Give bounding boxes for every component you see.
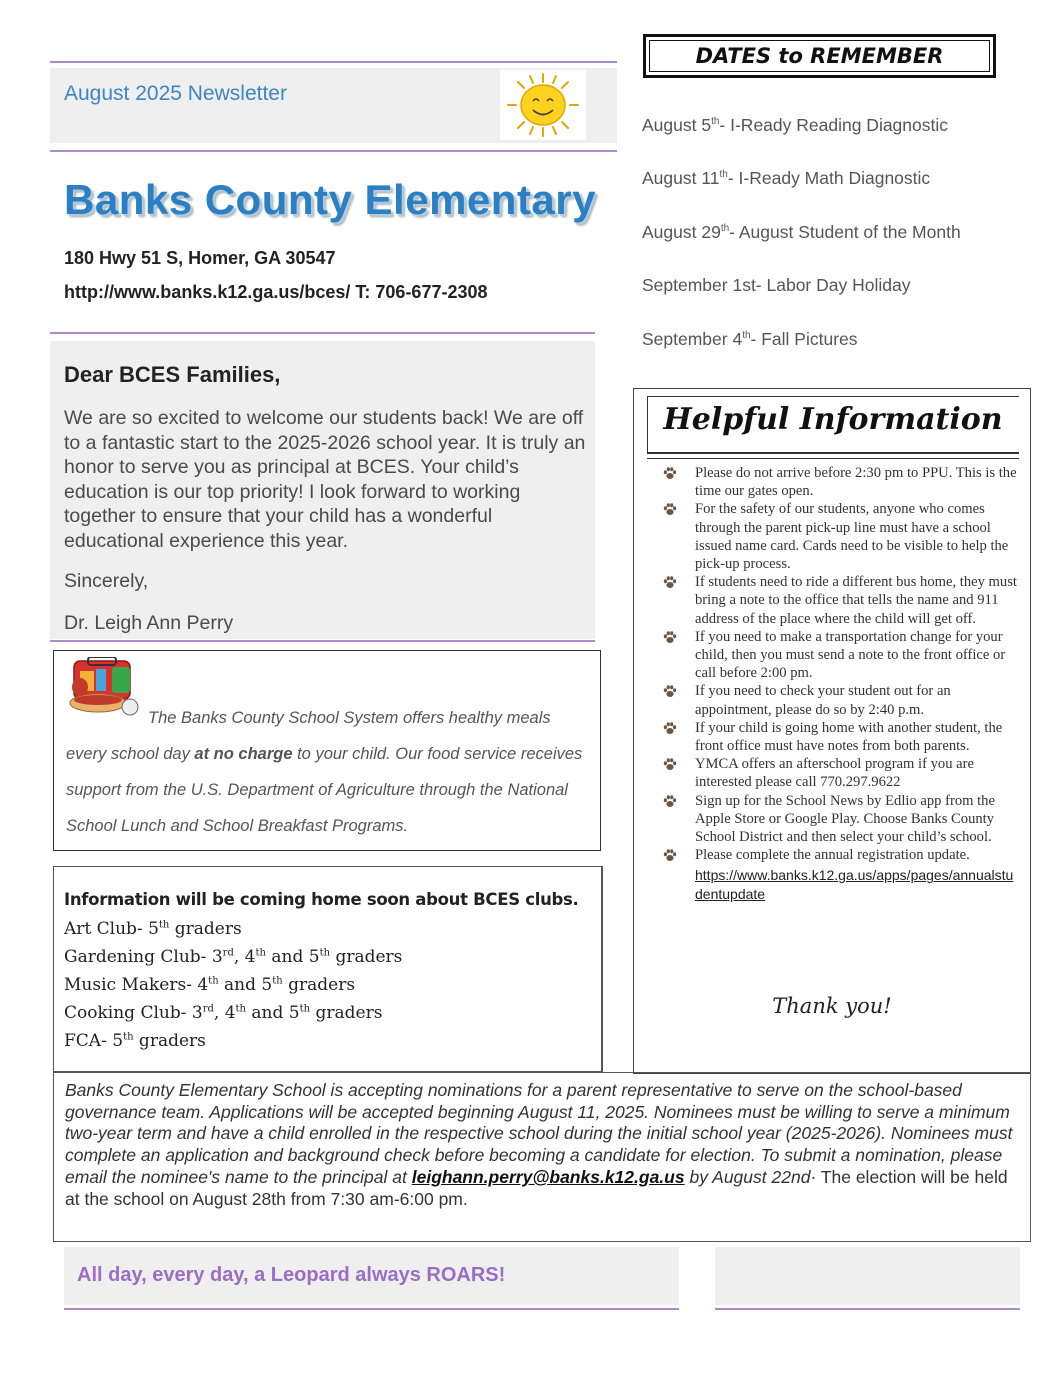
registration-update-link[interactable]: https://www.banks.k12.ga.us/apps/pages/annualstudentupdate [695,867,1014,903]
club-grades-suffix: graders [169,919,242,939]
grade-ordinal: th [235,1003,246,1015]
date-item-text: September 1st- Labor Day Holiday [642,275,911,295]
helpful-info-item-text: If you need to check your student out for an appointment, please do so by 2:40 p.m. [695,683,951,718]
helpful-info-item-text: Please do not arrive before 2:30 pm to PPU. This is the time our gates open. [695,465,1017,500]
grade-ordinal: th [272,975,283,987]
club-name: Music Makers- [64,975,198,995]
paw-print-icon [662,847,678,863]
date-item-event: - Fall Pictures [750,329,858,349]
club-grade-text: , [213,1003,225,1023]
date-item-text: September 4 [642,329,743,349]
grade-ordinal: th [208,975,219,987]
date-item [642,275,910,296]
date-item [642,222,961,243]
club-line [64,1003,382,1023]
club-grades-suffix: graders [133,1031,206,1051]
club-grade-text: 5 [112,1031,124,1051]
grade-ordinal: th [299,1003,311,1015]
club-grade-text: 4 [244,947,256,967]
helpful-info-item-text: If students need to ride a different bus home, they must bring a note to the office that tells the name and 911 address of the place where the child will get off. [695,574,1017,627]
helpful-info-item [660,628,1020,683]
date-item-text: August 11 [642,168,720,188]
club-grade-text: 3 [191,1003,203,1023]
principal-email-link[interactable]: leighann.perry@banks.k12.ga.us [411,1166,685,1187]
club-name: Gardening Club- [64,947,212,967]
school-name: Banks County Elementary [64,176,596,223]
helpful-info-item-text: YMCA offers an afterschool program if you are interested please call 770.297.9622 [695,756,974,791]
paw-print-icon [662,574,678,590]
meals-text [66,700,591,844]
paw-print-icon [662,756,678,772]
footer-slogan: All day, every day, a Leopard always ROARS! [77,1264,506,1286]
date-item [642,168,930,189]
date-item-text: August 29 [642,222,721,242]
club-grade-text: 4 [197,975,209,995]
letter-closing: Sincerely, [64,570,149,592]
paw-print-icon [662,465,678,481]
date-item-ordinal: th [719,169,728,181]
helpful-info-item [660,573,1020,628]
date-item-ordinal: th [742,330,751,342]
letter-greeting: Dear BCES Families, [64,362,281,387]
clubs-heading: Information will be coming home soon about BCES clubs. [64,890,579,909]
paw-print-icon [662,683,678,699]
grade-ordinal: rd [222,947,234,959]
letter-bottom-divider [50,640,595,642]
club-grade-text: and [265,947,309,967]
nomination-election-info: · The election will be held at the school on August 28th from 7:30 am-6:00 pm. [65,1166,1008,1209]
club-grades-suffix: graders [330,947,403,967]
club-name: Art Club- [64,919,149,939]
helpful-info-item [660,846,1020,904]
club-line [64,975,355,995]
thank-you-text: Thank you! [772,994,892,1018]
header-bottom-divider [50,150,617,152]
meals-text-rest: to your child. Our food service receives support from the U.S. Department of Agriculture through the National School Lunch and School Breakfast Programs. [66,745,583,835]
nomination-deadline: by August 22nd [684,1166,811,1187]
date-item-event: - I-Ready Reading Diagnostic [719,115,949,135]
helpful-info-item-text: For the safety of our students, anyone who comes through the parent pick-up line must have a school issued name card. Cards need to be visible to help the pick-up process. [695,501,1009,573]
club-name: Cooking Club- [64,1003,192,1023]
school-address: 180 Hwy 51 S, Homer, GA 30547 [64,248,336,268]
date-item-ordinal: th [720,223,730,235]
date-item-event: - August Student of the Month [729,222,961,242]
date-item-ordinal: th [711,116,720,128]
sun-icon [500,70,586,140]
club-grade-text: and [246,1003,289,1023]
date-item-event: - I-Ready Math Diagnostic [727,168,931,188]
footer-slogan-divider [64,1308,679,1310]
letter-signature: Dr. Leigh Ann Perry [64,612,234,634]
nomination-text [65,1080,1023,1210]
letter-top-divider [50,332,595,334]
grade-ordinal: th [255,947,266,959]
helpful-info-list [660,464,1020,904]
helpful-info-item-text: If your child is going home with another student, the front office must have notes from both parents. [695,719,1003,755]
meals-no-charge: at no charge [194,745,293,763]
grade-ordinal: rd [202,1003,214,1015]
letter-body: We are so excited to welcome our students back! We are off to a fantastic start to the 2025-2026 school year. It is truly an honor to serve you as principal at BCES. Your child’s education is our top priority! I look forward to working together to ensure that your child has a wonderful educational experience this year. [64,407,586,552]
club-grades-suffix: graders [310,1003,383,1023]
helpful-info-title-underline [647,458,1019,459]
club-line [64,919,242,939]
club-grade-text: and [218,975,262,995]
club-grade-text: 5 [288,1003,300,1023]
date-item-text: August 5 [642,115,712,135]
helpful-info-title: Helpful Information [663,402,1003,437]
date-item [642,329,858,350]
club-grade-text: 5 [261,975,273,995]
nomination-text-main: Banks County Elementary School is accepting nominations for a parent representative to serve on the school-based governance team. Applications will be accepted beginning August 11, 2025. Nominees must be willing to serve a minimum two-year term and have a child enrolled in the respective school during the initial school year (2025-2026). Nominees must complete an application and background check before becoming a candidate for election. To submit a nomination, please email the nominee's name to the principal at [65,1080,1013,1187]
header-top-divider [50,61,617,63]
paw-print-icon [662,629,678,645]
club-line [64,947,402,967]
helpful-info-item [660,719,1020,755]
helpful-info-item-text: Sign up for the School News by Edlio app from the Apple Store or Google Play. Choose Banks County School District and then select your child’s school. [695,792,995,846]
club-grade-text: 3 [211,947,223,967]
club-name: FCA- [64,1031,113,1051]
paw-print-icon [662,793,678,809]
club-line [64,1031,206,1051]
club-grade-text: 5 [308,947,320,967]
helpful-info-item [660,500,1020,573]
helpful-info-item [660,464,1020,500]
grade-ordinal: th [123,1031,134,1043]
dates-title: DATES to REMEMBER [695,44,944,68]
paw-print-icon [662,720,678,736]
newsletter-label: August 2025 Newsletter [64,82,287,105]
grade-ordinal: th [319,947,331,959]
helpful-info-item [660,792,1020,847]
meals-text-intro: The Banks County School System offers healthy meals every school day [66,709,551,763]
club-grade-text: , [233,947,245,967]
helpful-info-item [660,682,1020,718]
helpful-info-item-text: Please complete the annual registration update. [695,847,970,864]
grade-ordinal: th [158,919,170,931]
school-website-phone: http://www.banks.k12.ga.us/bces/ T: 706-677-2308 [64,282,488,302]
footer-right-panel [715,1247,1020,1305]
paw-print-icon [662,501,678,517]
club-grades-suffix: graders [282,975,356,995]
club-grade-text: 5 [148,919,159,939]
helpful-info-item-text: If you need to make a transportation change for your child, then you must send a note to the front office or call before 2:00 pm. [695,628,1006,682]
helpful-info-item [660,755,1020,791]
club-grade-text: 4 [224,1003,236,1023]
footer-right-divider [715,1308,1020,1310]
date-item [642,115,948,136]
